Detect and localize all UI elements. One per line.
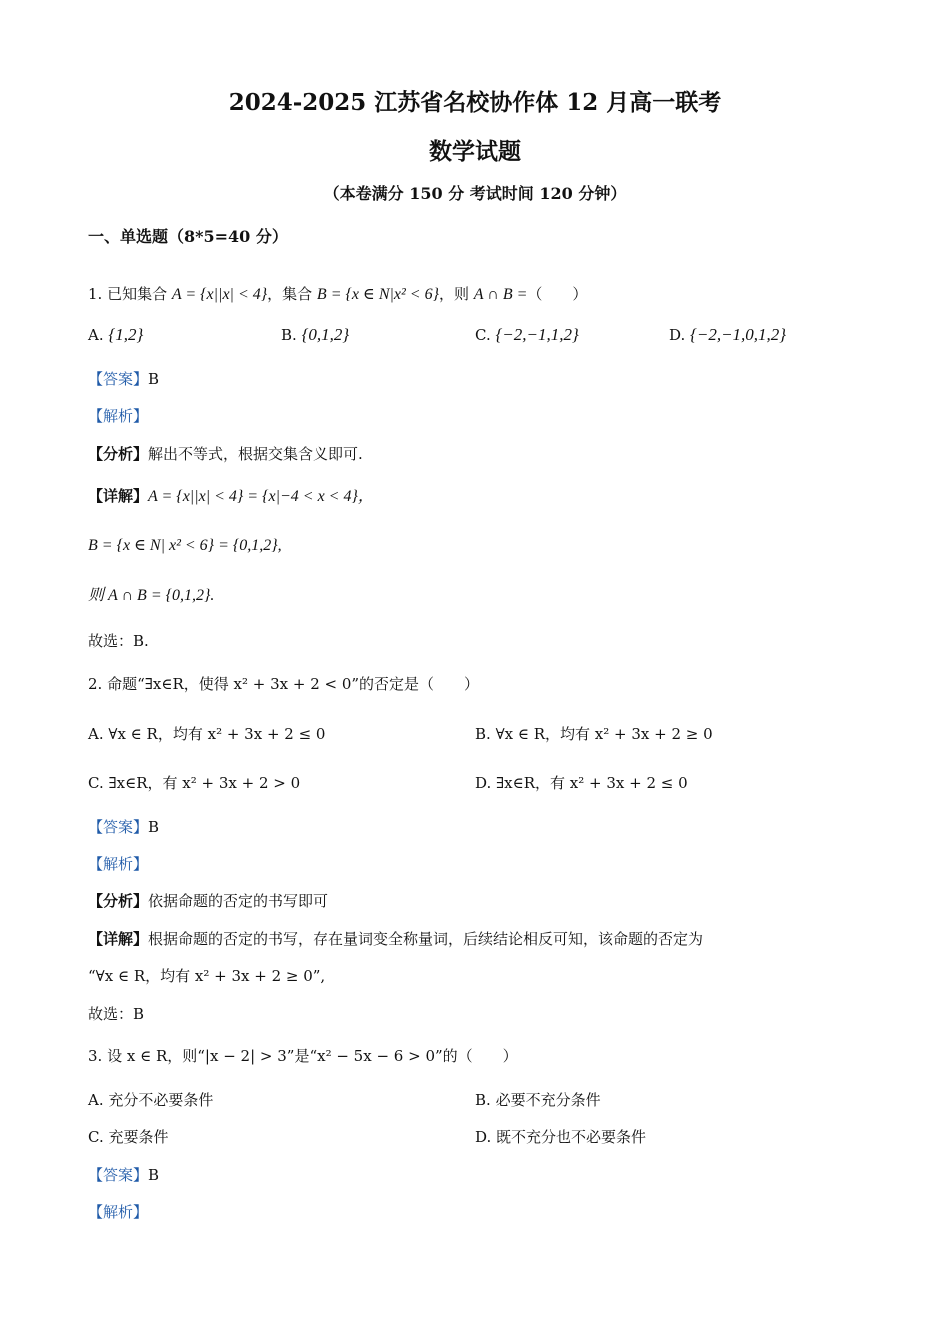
q3-answer: 【答案】B xyxy=(88,1166,160,1184)
q1-option-d: D. {−2,−1,0,1,2} xyxy=(669,325,787,344)
q1-stem-c: ，则 xyxy=(439,285,474,303)
q3-option-d: D. 既不充分也不必要条件 xyxy=(475,1128,647,1146)
q2-option-b: B. ∀x ∈ R，均有 x² + 3x + 2 ≥ 0 xyxy=(475,725,713,743)
q1-detail-2: B = {x ∈ N| x² < 6} = {0,1,2}, xyxy=(88,537,282,554)
q3-stem: 3. 设 x ∈ R，则“|x − 2| > 3”是“x² − 5x − 6 > 0”的（ ） xyxy=(88,1047,518,1065)
q2-detail-1: 【详解】根据命题的否定的书写，存在量词变全称量词，后续结论相反可知，该命题的否定为 xyxy=(88,930,704,948)
q1-math-c: A ∩ B = xyxy=(473,286,528,303)
q2-option-c: C. ∃x∈R，有 x² + 3x + 2 > 0 xyxy=(88,774,301,792)
q3-option-b: B. 必要不充分条件 xyxy=(475,1091,601,1109)
q2-conclusion: 故选：B xyxy=(88,1005,145,1023)
q1-analysis-tag: 【解析】 xyxy=(88,407,149,425)
q2-option-d: D. ∃x∈R，有 x² + 3x + 2 ≤ 0 xyxy=(475,774,688,792)
q2-option-a: A. ∀x ∈ R，均有 x² + 3x + 2 ≤ 0 xyxy=(88,725,326,743)
q2-analysis-tag: 【解析】 xyxy=(88,855,149,873)
q2-detail-2: “∀x ∈ R，均有 x² + 3x + 2 ≥ 0”, xyxy=(88,967,326,985)
q1-option-a: A. {1,2} xyxy=(88,325,144,344)
q3-option-c: C. 充要条件 xyxy=(88,1128,169,1146)
q1-blank: （ ） xyxy=(527,285,588,303)
q1-stem-a: 1. 已知集合 xyxy=(88,285,172,303)
q2-answer: 【答案】B xyxy=(88,818,160,836)
q1-option-b: B. {0,1,2} xyxy=(281,325,350,344)
exam-title: 2024-2025 江苏省名校协作体 12 月高一联考 xyxy=(228,89,722,116)
q1-answer: 【答案】B xyxy=(88,370,160,388)
exam-note: （本卷满分 150 分 考试时间 120 分钟） xyxy=(323,184,627,203)
q3-analysis-tag: 【解析】 xyxy=(88,1203,149,1221)
q1-math-a: A = {x||x| < 4} xyxy=(171,286,268,303)
q3-option-a: A. 充分不必要条件 xyxy=(88,1091,214,1109)
q2-analysis: 【分析】依据命题的否定的书写即可 xyxy=(88,892,329,910)
q1-analysis: 【分析】解出不等式，根据交集含义即可. xyxy=(88,445,363,463)
q1-conclusion: 故选：B. xyxy=(88,632,149,650)
q1-detail-3: 则 A ∩ B = {0,1,2}. xyxy=(88,587,215,604)
q1-option-c: C. {−2,−1,1,2} xyxy=(475,325,579,344)
q1-stem xyxy=(88,283,587,306)
q2-stem: 2. 命题“∃x∈R，使得 x² + 3x + 2 < 0”的否定是（ ） xyxy=(88,675,480,693)
q1-stem-b: ，集合 xyxy=(267,285,317,303)
q1-math-b: B = {x ∈ N|x² < 6} xyxy=(316,286,439,303)
q1-detail-1: 【详解】A = {x||x| < 4} = {x|−4 < x < 4}， xyxy=(88,487,374,505)
exam-subject: 数学试题 xyxy=(429,138,521,165)
section-heading: 一、单选题（8*5=40 分） xyxy=(88,227,288,246)
